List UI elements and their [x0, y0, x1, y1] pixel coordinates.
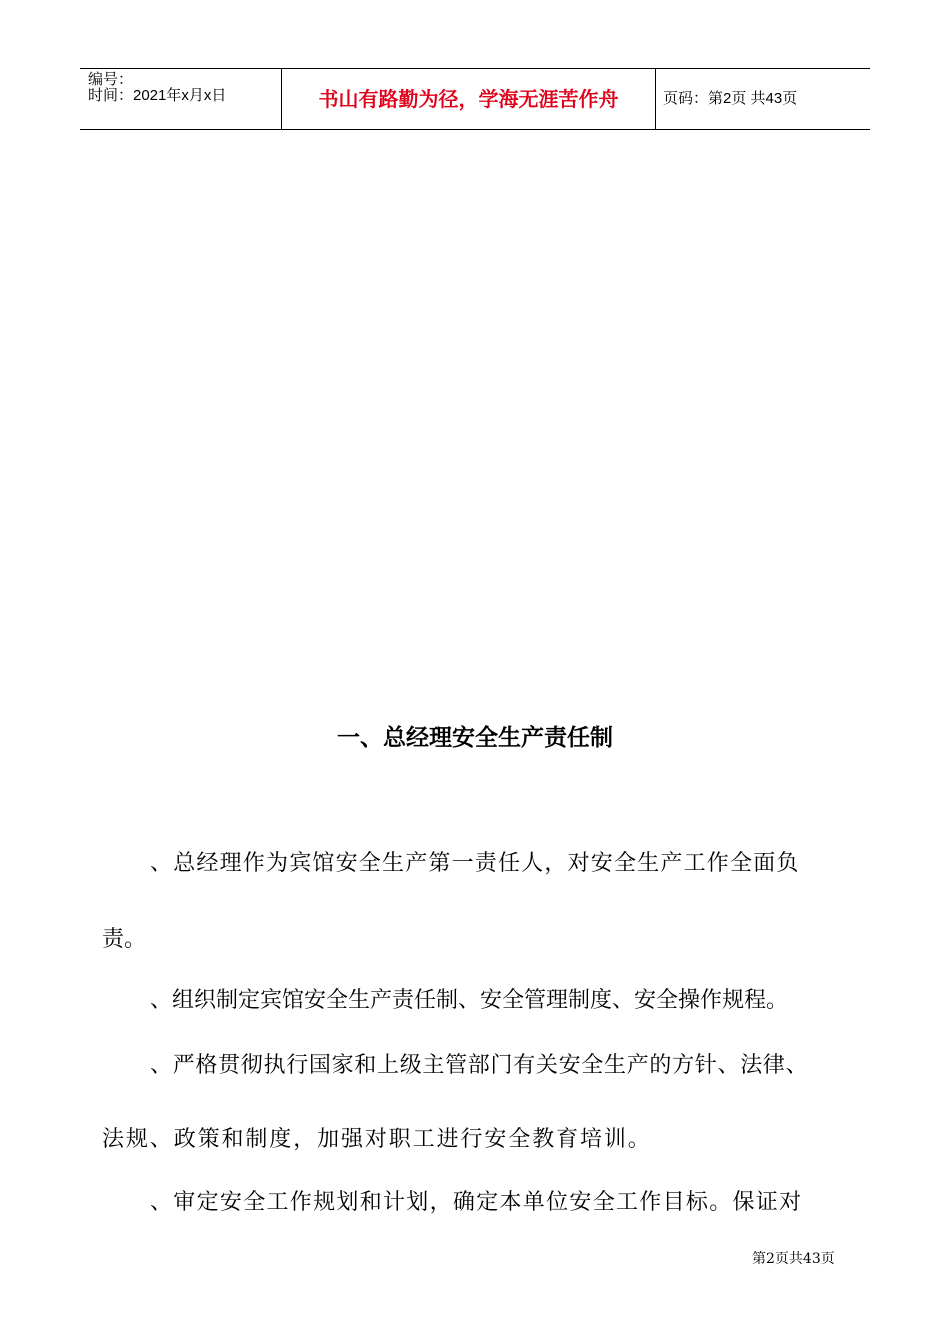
header-motto: 书山有路勤为径，学海无涯苦作舟	[318, 87, 619, 111]
paragraph-line: 、组织制定宾馆安全生产责任制、安全管理制度、安全操作规程。	[150, 988, 789, 1013]
header-info-cell	[80, 69, 281, 129]
header-page-code: 页码：第2页 共43页	[663, 90, 798, 107]
paragraph-line: 责。	[102, 927, 147, 952]
header-motto-cell	[281, 69, 656, 129]
paragraph-line: 法规、政策和制度，加强对职工进行安全教育培训。	[102, 1127, 652, 1152]
paragraph-line: 、严格贯彻执行国家和上级主管部门有关安全生产的方针、法律、	[150, 1053, 809, 1078]
page-header	[80, 68, 870, 130]
header-page-cell	[655, 69, 870, 129]
page-footer: 第2页共43页	[752, 1251, 835, 1267]
document-number-label: 编号：	[88, 71, 134, 88]
paragraph-line: 、审定安全工作规划和计划，确定本单位安全工作目标。保证对	[150, 1190, 803, 1215]
document-date-label: 时间：2021年x月x日	[88, 87, 227, 104]
paragraph-line: 、总经理作为宾馆安全生产第一责任人，对安全生产工作全面负	[150, 851, 800, 876]
section-title: 一、总经理安全生产责任制	[337, 725, 613, 751]
